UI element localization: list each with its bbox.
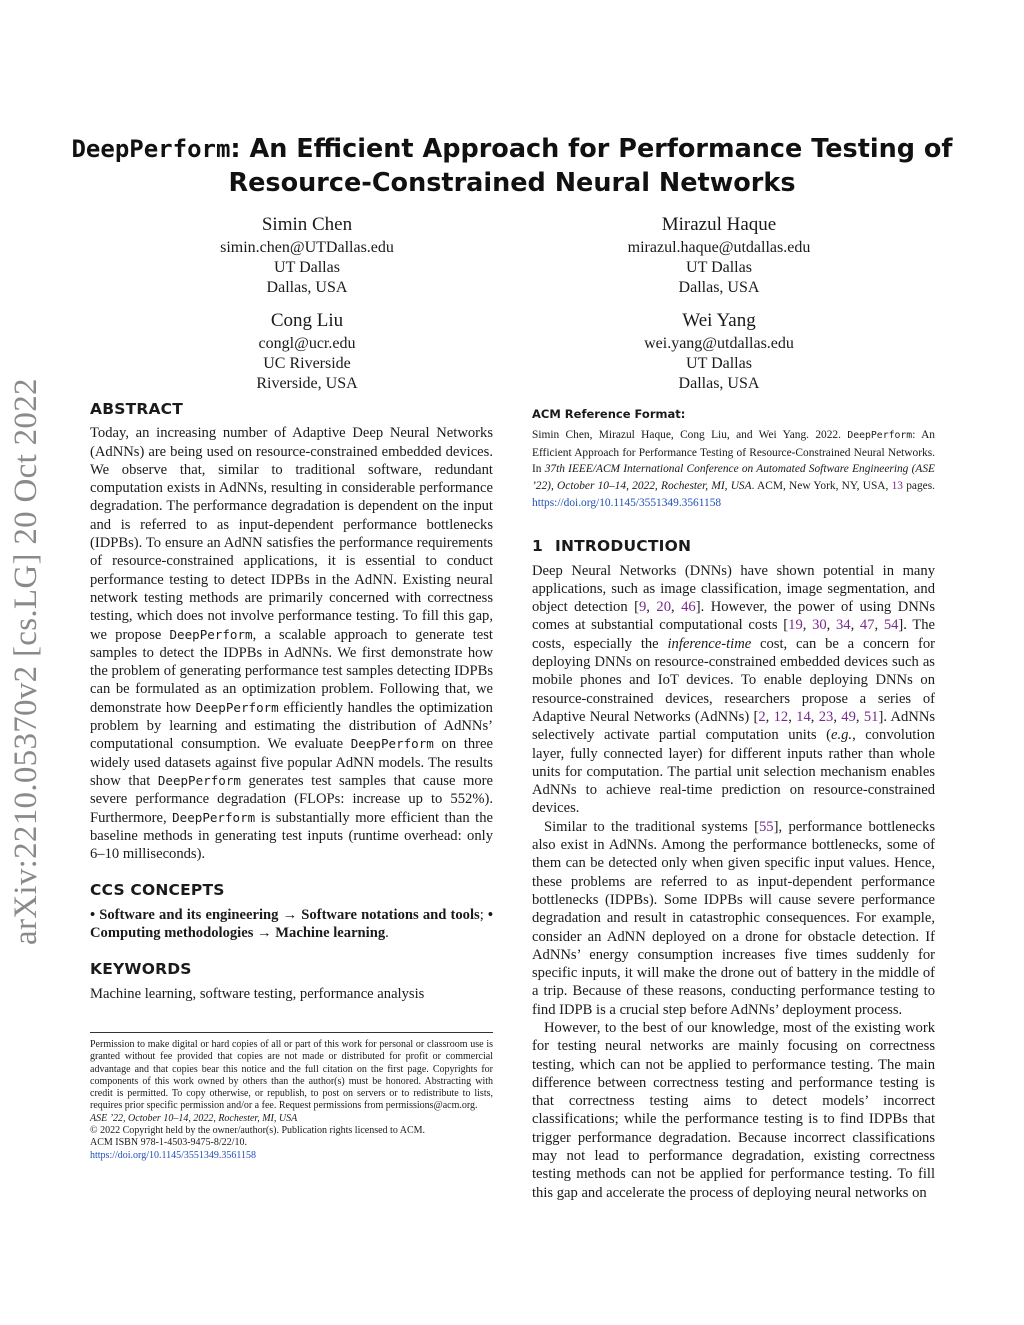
- citation-link[interactable]: 51: [863, 708, 879, 725]
- keywords-text: Machine learning, software testing, performance analysis: [90, 985, 425, 1002]
- intro-paragraph: Similar to the traditional systems [55], performance bottlenecks also exist in AdNNs. Among the performance bottlenecks, some of them can be detected only when given specific input values. Hence, these problems are referred to as input-dependent performance bottlenecks (IDPBs). Some IDPBs will cause severe performance degradation and result in catastrophic consequences. For example, consider an AdNN deployed on a drone for obstacle detection. If AdNNs’ energy consumption increases five times suddenly for specific inputs, it will make the drone out of battery in the middle of a trip. Because of these reasons, conducting performance testing to find IDPB is a crucial step before AdNNs’ deployment process.: [532, 818, 936, 1018]
- left-column: [90, 400, 493, 1003]
- ccs-item: • Software and its engineering → Software notations and tools: [90, 906, 480, 923]
- venue-line: ASE ’22, October 10–14, 2022, Rochester, MI, USA: [90, 1112, 298, 1124]
- author-email: wei.yang@utdallas.edu: [644, 335, 794, 352]
- emphasis: e.g.: [830, 727, 853, 744]
- acm-venue: 37th IEEE/ACM International Conference on Automated Software Engineering (ASE ’22), October 10–14, 2022, Rochester, MI, USA: [532, 463, 935, 493]
- author-affiliation: UT Dallas: [686, 259, 752, 276]
- copyright-line: © 2022 Copyright held by the owner/author(s). Publication rights licensed to ACM.: [90, 1125, 426, 1137]
- citation-link[interactable]: 2: [758, 708, 766, 725]
- author-name: Cong Liu: [270, 310, 344, 331]
- citation-link[interactable]: 34: [835, 617, 851, 634]
- citation-link[interactable]: 19: [788, 617, 803, 634]
- tool-name: DeepPerform: [169, 626, 253, 642]
- doi-link[interactable]: https://doi.org/10.1145/3551349.3561158: [532, 496, 722, 509]
- author-block: [157, 212, 457, 298]
- page-count-link[interactable]: 13: [891, 480, 903, 493]
- author-location: Riverside, USA: [256, 375, 358, 392]
- emphasis: inference-time: [667, 635, 752, 652]
- author-affiliation: UC Riverside: [263, 355, 351, 372]
- author-name: Simin Chen: [261, 214, 353, 235]
- abstract-heading: ABSTRACT: [90, 400, 184, 418]
- acm-reference-text: Simin Chen, Mirazul Haque, Cong Liu, and Wei Yang. 2022. DeepPerform: An Efficient Approach for Performance Testing of Resource-Constrained Neural Networks. In 37th IEEE/ACM International Conference on Automated Software Engineering (ASE ’22), October 10–14, 2022, Rochester, MI, USA. ACM, New York, NY, USA, 13 pages. https://doi.org/10.1145/3551349.3561158: [532, 429, 935, 509]
- citation-link[interactable]: 46: [681, 599, 696, 616]
- author-location: Dallas, USA: [266, 279, 348, 296]
- citation-link[interactable]: 54: [883, 617, 899, 634]
- keywords-heading: KEYWORDS: [90, 960, 192, 979]
- author-location: Dallas, USA: [678, 375, 760, 392]
- tool-name: DeepPerform: [847, 430, 913, 442]
- ccs-item: • Computing methodologies → Machine learning: [90, 906, 493, 942]
- citation-link[interactable]: 49: [841, 708, 856, 725]
- author-email: congl@ucr.edu: [258, 335, 356, 352]
- citation-link[interactable]: 14: [796, 708, 811, 725]
- citation-link[interactable]: 23: [818, 708, 834, 725]
- author-name: Mirazul Haque: [661, 214, 777, 235]
- author-email: simin.chen@UTDallas.edu: [220, 239, 394, 256]
- ccs-text: • Software and its engineering → Software notations and tools; • Computing methodologies → Machine learning.: [90, 906, 493, 942]
- title-tool-name: DeepPerform: [71, 135, 231, 163]
- isbn-line: ACM ISBN 978-1-4503-9475-8/22/10.: [90, 1137, 247, 1149]
- abstract-text: Today, an increasing number of Adaptive Deep Neural Networks (AdNNs) are being used on resource-constrained embedded devices. We observe that, similar to traditional software, redundant computation exists in AdNNs, resulting in considerable performance degradation. The performance degradation is dependent on the input and is referred to as input-dependent performance bottlenecks (IDPBs). To ensure an AdNN satisfies the performance requirements of resource-constrained applications, it is essential to conduct performance testing to detect IDPBs in the AdNN. Existing neural network testing methods are primarily concerned with correctness testing, which does not involve performance testing. To fill this gap, we propose DeepPerform, a scalable approach to generate test samples to detect the IDPBs in AdNNs. We first demonstrate how the problem of generating performance test samples detecting IDPBs can be formulated as an optimization problem. Following that, we demonstrate how DeepPerform efficiently handles the optimization problem by learning and estimating the distribution of AdNNs’ computational consumption. We evaluate DeepPerform on three widely used datasets against five popular AdNN models. The results show that DeepPerform generates test samples that cause more severe performance degradation (FLOPs: increase up to 552%). Furthermore, DeepPerform is substantially more efficient than the baseline methods in generating test inputs (runtime overhead: only 6–10 milliseconds).: [90, 425, 493, 863]
- tool-name: DeepPerform: [195, 699, 279, 715]
- paper-title: [60, 132, 964, 200]
- ccs-heading: CCS CONCEPTS: [90, 881, 225, 900]
- doi-link[interactable]: https://doi.org/10.1145/3551349.3561158: [90, 1149, 257, 1161]
- tool-name: DeepPerform: [350, 736, 434, 752]
- citation-link[interactable]: 20: [656, 599, 671, 616]
- section-number: 1: [532, 537, 543, 556]
- intro-paragraph: Deep Neural Networks (DNNs) have shown potential in many applications, such as image classification, image segmentation, and object detection [9, 20, 46]. However, the power of using DNNs comes at substantial computational costs [19, 30, 34, 47, 54]. The costs, especially the inference-time cost, can be a concern for deploying DNNs on resource-constrained embedded devices such as mobile phones and IoT devices. To enable deploying DNNs on resource-constrained devices, researchers propose a series of Adaptive Neural Networks (AdNNs) [2, 12, 14, 23, 49, 51]. AdNNs selectively activate partial computation units (e.g., convolution layer, fully connected layer) for different inputs rather than whole units for computation. The partial unit selection mechanism enables AdNNs to achieve real-time prediction on resource-constrained devices.: [532, 562, 936, 817]
- author-email: mirazul.haque@utdallas.edu: [627, 239, 811, 256]
- citation-link[interactable]: 12: [773, 708, 789, 725]
- arxiv-side-label: arXiv:2210.05370v2 [cs.LG] 20 Oct 2022: [8, 378, 44, 945]
- acm-reference-heading: ACM Reference Format:: [532, 407, 686, 421]
- author-affiliation: UT Dallas: [686, 355, 752, 372]
- citation-link[interactable]: 55: [759, 818, 774, 835]
- introduction-heading: [532, 537, 935, 555]
- tool-name: DeepPerform: [157, 772, 241, 788]
- author-location: Dallas, USA: [678, 279, 760, 296]
- permission-footnote: [90, 1032, 493, 1162]
- author-block: [569, 308, 869, 394]
- author-block: [157, 308, 457, 394]
- citation-link[interactable]: 47: [859, 617, 875, 634]
- right-column: [532, 405, 935, 1202]
- citation-link[interactable]: 9: [638, 599, 647, 616]
- intro-paragraph: However, to the best of our knowledge, most of the existing work for testing neural networks are mainly focusing on correctness testing, which can not be applied to performance testing. The main difference between correctness testing and performance testing is that correctness testing aims to detect models’ incorrect classifications; while the performance testing is to find IDPBs that trigger performance degradation. Because incorrect classifications may not lead to performance degradation, existing correctness testing methods can not be applied for performance testing. To fill this gap and accelerate the process of deploying neural networks on: [532, 1019, 935, 1201]
- tool-name: DeepPerform: [172, 809, 256, 825]
- author-block: [569, 212, 869, 298]
- permission-text: Permission to make digital or hard copies of all or part of this work for personal or classroom use is granted without fee provided that copies are not made or distributed for profit or commercial advantage and that copies bear this notice and the full citation on the first page. Copyrights for components of this work owned by others than the author(s) must be honored. Abstracting with credit is permitted. To copy otherwise, or republish, to post on servers or to redistribute to lists, requires prior specific permission and/or a fee. Request permissions from permissions@acm.org.: [90, 1039, 493, 1112]
- section-title: INTRODUCTION: [555, 537, 692, 556]
- author-name: Wei Yang: [682, 310, 756, 331]
- citation-link[interactable]: 30: [812, 617, 827, 634]
- title-text: : An Efficient Approach for Performance Testing of Resource-Constrained Neural Networks: [228, 134, 953, 198]
- author-affiliation: UT Dallas: [274, 259, 340, 276]
